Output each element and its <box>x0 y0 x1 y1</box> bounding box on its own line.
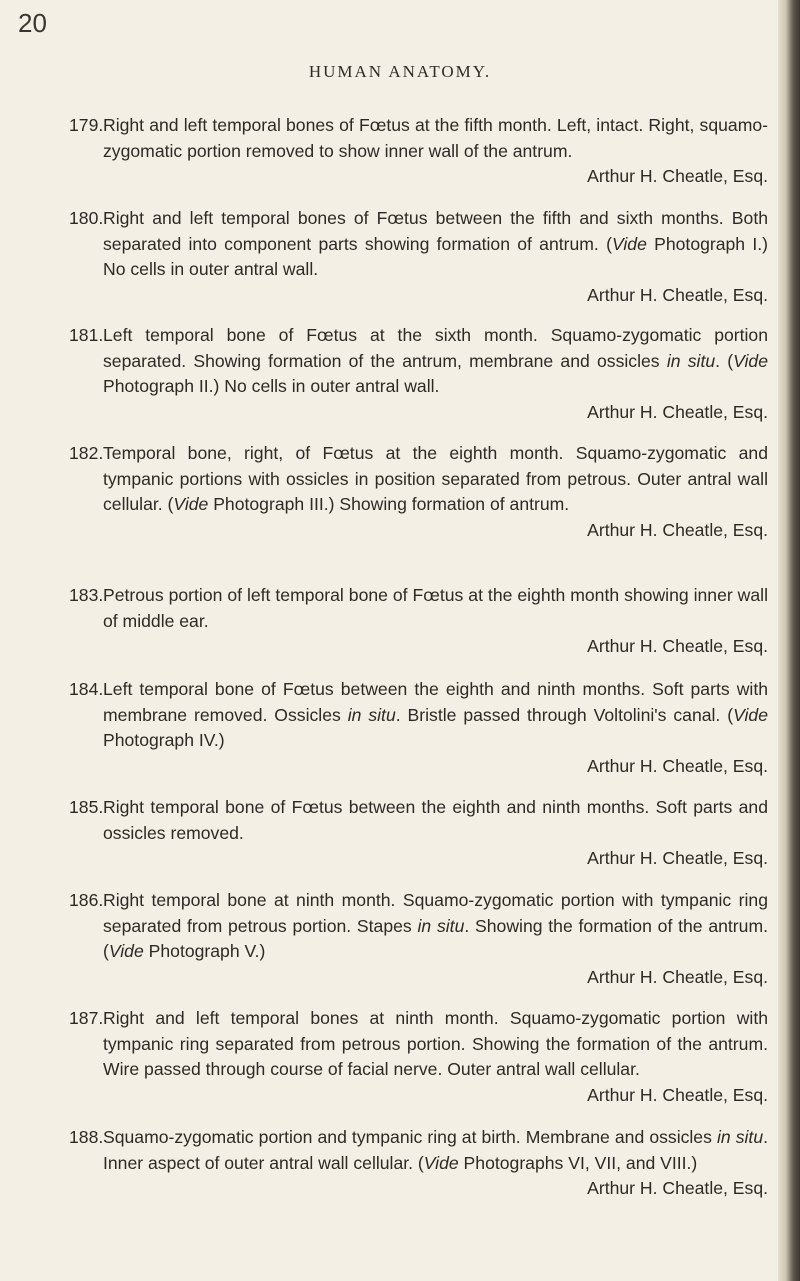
catalogue-entry <box>69 1006 768 1108</box>
entry-description: Right and left temporal bones of Fœtus at the fifth month. Left, intact. Right, squamo-zygomatic portion removed to show inner wall of the antrum. <box>103 115 768 161</box>
entry-donor: Arthur H. Cheatle, Esq. <box>587 519 768 540</box>
entry-number: 188. <box>69 1127 104 1147</box>
catalogue-entry <box>69 206 768 308</box>
entry-description: Left temporal bone of Fœtus at the sixth month. Squamo-zygomatic portion separated. Showing formation of the antrum, membrane and ossicles in situ. (Vide Photograph II.) No cells in outer antral wall. <box>103 325 769 396</box>
entry-number: 179. <box>69 115 104 135</box>
entry-number: 181. <box>69 325 104 345</box>
running-head: HUMAN ANATOMY. <box>308 62 492 81</box>
entry-description: Right and left temporal bones at ninth month. Squamo-zygomatic portion with tympanic ring separated from petrous portion. Showing the formation of the antrum. Wire passed through course of facial nerve. Outer antral wall cellular. <box>103 1008 768 1079</box>
entry-donor: Arthur H. Cheatle, Esq. <box>587 1178 768 1198</box>
entry-donor: Arthur H. Cheatle, Esq. <box>587 636 768 656</box>
entry-number: 185. <box>69 797 104 817</box>
entry-description: Temporal bone, right, of Fœtus at the eighth month. Squamo-zygomatic and tympanic portions with ossicles in position separated from petrous. Outer antral wall cellular. (Vide Photograph III.) Showing formation of antrum. <box>103 443 768 514</box>
entry-description: Squamo-zygomatic portion and tympanic ring at birth. Membrane and ossicles in situ. Inner aspect of outer antral wall cellular. (Vide Photographs VI, VII, and VIII.) <box>103 1127 768 1173</box>
entry-description: Right and left temporal bones of Fœtus between the fifth and sixth months. Both separated into component parts showing formation of antrum. (Vide Photograph I.) No cells in outer antral wall. <box>103 208 768 279</box>
catalogue-entry <box>69 583 768 660</box>
entry-description: Petrous portion of left temporal bone of Fœtus at the eighth month showing inner wall of middle ear. <box>103 585 768 631</box>
entry-number: 186. <box>69 890 104 910</box>
entry-donor: Arthur H. Cheatle, Esq. <box>587 401 768 422</box>
entry-number: 183. <box>69 585 104 605</box>
page-number: 20 <box>18 8 47 38</box>
catalogue-entry <box>69 795 768 872</box>
entry-number: 182. <box>69 443 104 463</box>
entry-number: 184. <box>69 679 104 699</box>
catalogue-entry <box>69 323 769 425</box>
entry-number: 180. <box>69 208 104 228</box>
catalogue-entry <box>69 677 769 779</box>
catalogue-entry <box>69 113 768 190</box>
entry-donor: Arthur H. Cheatle, Esq. <box>587 755 768 776</box>
entry-number: 187. <box>69 1008 104 1028</box>
catalogue-entry <box>69 888 768 990</box>
entry-donor: Arthur H. Cheatle, Esq. <box>587 1084 768 1105</box>
entry-description: Right temporal bone of Fœtus between the eighth and ninth months. Soft parts and ossicles removed. <box>103 797 768 843</box>
catalogue-entry <box>69 441 768 543</box>
page-edge-shadow <box>778 0 800 1281</box>
entry-donor: Arthur H. Cheatle, Esq. <box>587 166 768 186</box>
entry-donor: Arthur H. Cheatle, Esq. <box>587 848 768 868</box>
entry-description: Left temporal bone of Fœtus between the eighth and ninth months. Soft parts with membrane removed. Ossicles in situ. Bristle passed through Voltolini's canal. (Vide Photograph IV.) <box>103 679 769 750</box>
catalogue-entry <box>69 1125 768 1202</box>
entry-donor: Arthur H. Cheatle, Esq. <box>587 284 768 305</box>
entry-donor: Arthur H. Cheatle, Esq. <box>587 966 768 987</box>
entry-description: Right temporal bone at ninth month. Squamo-zygomatic portion with tympanic ring separated from petrous portion. Stapes in situ. Showing the formation of the antrum. (Vide Photograph V.) <box>103 890 768 961</box>
